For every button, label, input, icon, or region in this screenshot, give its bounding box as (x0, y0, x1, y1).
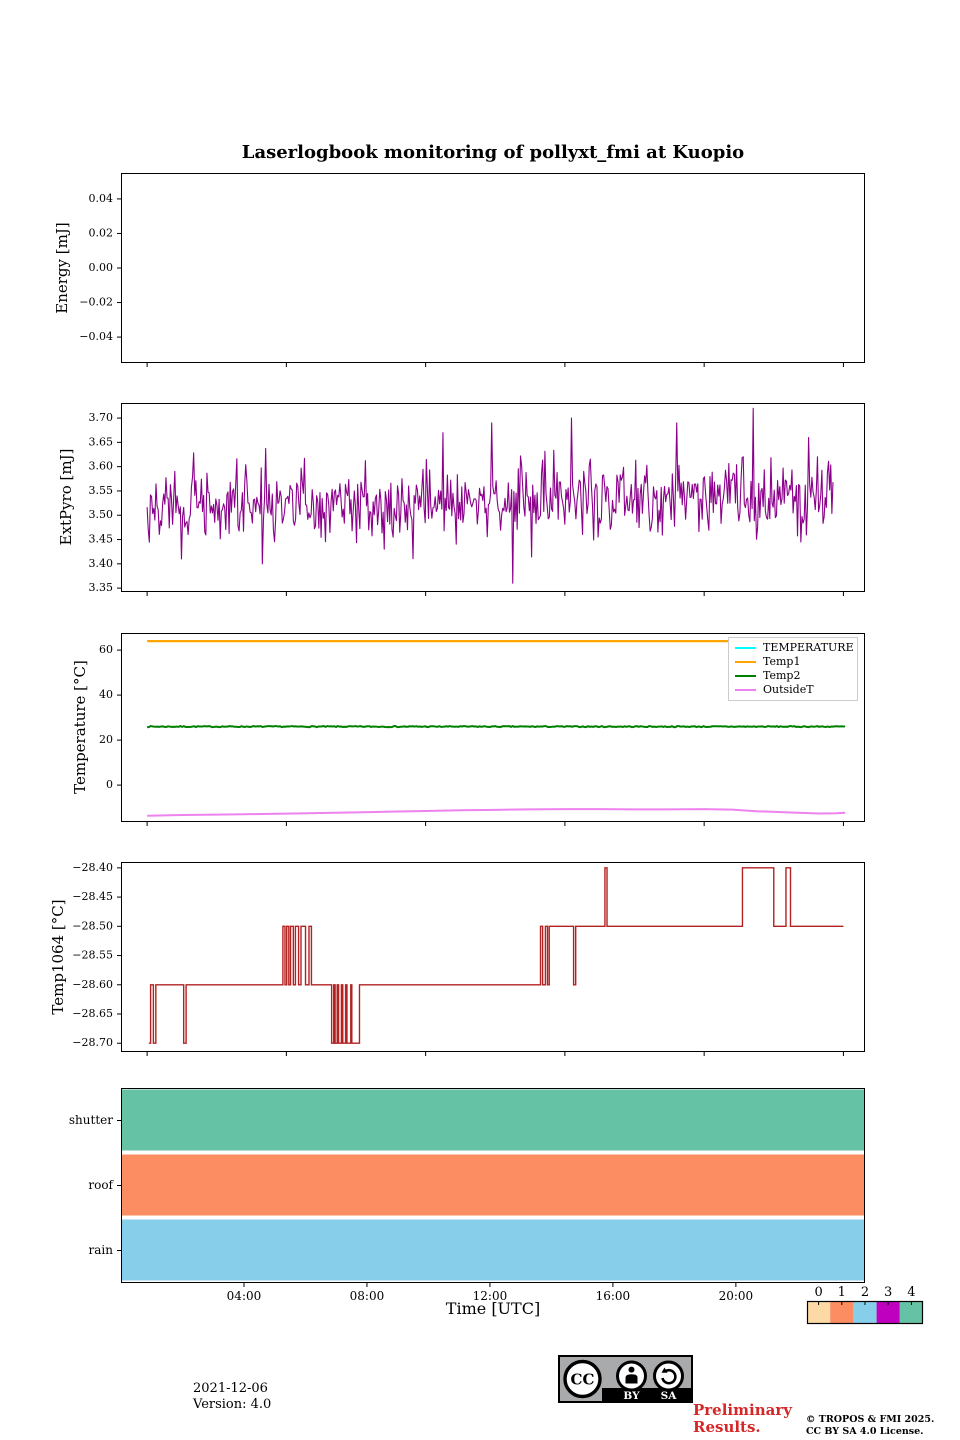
y-tick-label: −28.60 (72, 977, 113, 991)
x-axis-title: Time [UTC] (445, 1299, 541, 1318)
sa-strip-label: SA (660, 1390, 677, 1402)
step-series-temp1064 (149, 868, 844, 1043)
y-ticks (79, 192, 121, 343)
panel-energy (79, 173, 865, 363)
x-ticks (147, 363, 843, 367)
x-tick-label: 16:00 (595, 1288, 631, 1303)
series-outsidet (147, 809, 845, 816)
y-tick-label: 3.45 (88, 532, 113, 546)
y-tick-label: −28.65 (72, 1007, 113, 1020)
colorbar-label: 4 (907, 1285, 916, 1300)
axes-frame (122, 174, 865, 363)
panel-temp1064 (72, 860, 865, 1052)
bar-rain (121, 1220, 865, 1281)
series-extpyro (147, 408, 833, 583)
y-tick-label: 20 (99, 733, 113, 747)
y-tick-label: −0.04 (79, 330, 113, 344)
by-person-body-icon (626, 1374, 638, 1383)
series-temp2 (147, 726, 845, 727)
y-ticks (99, 643, 121, 791)
legend-label: Temp1 (763, 655, 801, 668)
legend-swatch (735, 647, 756, 649)
legend-label: TEMPERATURE (763, 641, 854, 654)
legend-item-temp1 (735, 655, 851, 669)
legend-swatch (735, 689, 756, 691)
y-tick-label: 0.04 (88, 191, 113, 205)
preliminary-line2: Results. (693, 1418, 761, 1436)
figure-title: Laserlogbook monitoring of pollyxt_fmi at Kuopio (241, 142, 745, 163)
ylabel-temp1064: Temp1064 [°C] (49, 899, 67, 1015)
copyright-note (806, 1414, 934, 1438)
y-tick-label: 0.02 (88, 226, 113, 240)
y-tick-label: −28.50 (72, 919, 113, 933)
y-tick-label: 3.65 (88, 435, 113, 449)
y-tick-label: −28.45 (72, 890, 113, 904)
legend-swatch (735, 675, 756, 677)
date-version-note (193, 1381, 271, 1413)
y-tick-label: 3.35 (88, 581, 113, 595)
copyright-line1: © TROPOS & FMI 2025. (806, 1414, 935, 1425)
x-tick-label: 12:00 (472, 1288, 508, 1303)
y-tick-label: 0 (106, 778, 113, 792)
bar-roof (121, 1155, 865, 1216)
legend-label: Temp2 (763, 669, 801, 682)
cc-license-badge (558, 1355, 693, 1403)
colorbar-label: 3 (884, 1285, 893, 1300)
ylabel-temperature: Temperature [°C] (71, 660, 89, 794)
by-person-head-icon (629, 1367, 635, 1373)
y-tick-label: 60 (99, 643, 113, 657)
y-tick-label: 3.60 (88, 459, 113, 473)
ylabel-extpyro: ExtPyro [mJ] (57, 448, 75, 546)
panel-status-bars (68, 1088, 865, 1303)
colorbar-label: 0 (814, 1285, 823, 1300)
legend-label: OutsideT (763, 683, 814, 696)
y-tick-label: 3.50 (88, 508, 113, 522)
version-text: Version: 4.0 (193, 1397, 272, 1412)
legend-item-temp2 (735, 669, 851, 683)
bar-shutter (121, 1090, 865, 1151)
cc-circle-label: CC (570, 1370, 595, 1389)
legend-swatch (735, 661, 756, 663)
y-tick-label: 3.40 (88, 556, 113, 570)
status-colorbar (807, 1284, 923, 1326)
axes-frame (122, 863, 865, 1052)
y-tick-label: −28.55 (72, 948, 113, 962)
x-ticks (147, 822, 843, 826)
by-strip-label: BY (623, 1390, 640, 1402)
y-ticks (72, 861, 121, 1049)
copyright-line2: CC BY SA 4.0 License. (806, 1426, 924, 1437)
y-tick-label: −0.02 (79, 295, 113, 309)
ylabel-energy: Energy [mJ] (53, 222, 71, 314)
x-tick-label: 20:00 (718, 1288, 754, 1303)
x-tick-label: 08:00 (349, 1288, 385, 1303)
colorbar-label: 2 (860, 1285, 870, 1300)
y-ticks (89, 411, 122, 594)
y-tick-label: −28.70 (72, 1036, 113, 1050)
category-label-shutter: shutter (68, 1113, 113, 1127)
legend-item-outsidet (735, 683, 851, 697)
colorbar-label: 1 (837, 1285, 846, 1300)
y-tick-label: 40 (99, 688, 113, 702)
category-label-roof: roof (88, 1178, 113, 1192)
y-tick-label: −28.40 (72, 860, 113, 874)
x-ticks (147, 592, 843, 596)
x-tick-label: 04:00 (226, 1288, 262, 1303)
preliminary-line1: Preliminary (693, 1401, 792, 1419)
legend-item-temperature (735, 641, 854, 655)
y-tick-label: 3.55 (88, 483, 113, 497)
date-text: 2021-12-06 (193, 1381, 268, 1396)
temperature-legend (728, 637, 858, 701)
x-ticks (147, 1052, 843, 1056)
preliminary-note (693, 1402, 792, 1436)
category-label-rain: rain (88, 1243, 113, 1257)
y-tick-label: 3.70 (88, 411, 113, 425)
badge-bottom-strip (602, 1388, 691, 1401)
sa-circle-icon (655, 1362, 683, 1390)
panel-extpyro (88, 403, 865, 595)
y-tick-label: 0.00 (88, 261, 113, 274)
